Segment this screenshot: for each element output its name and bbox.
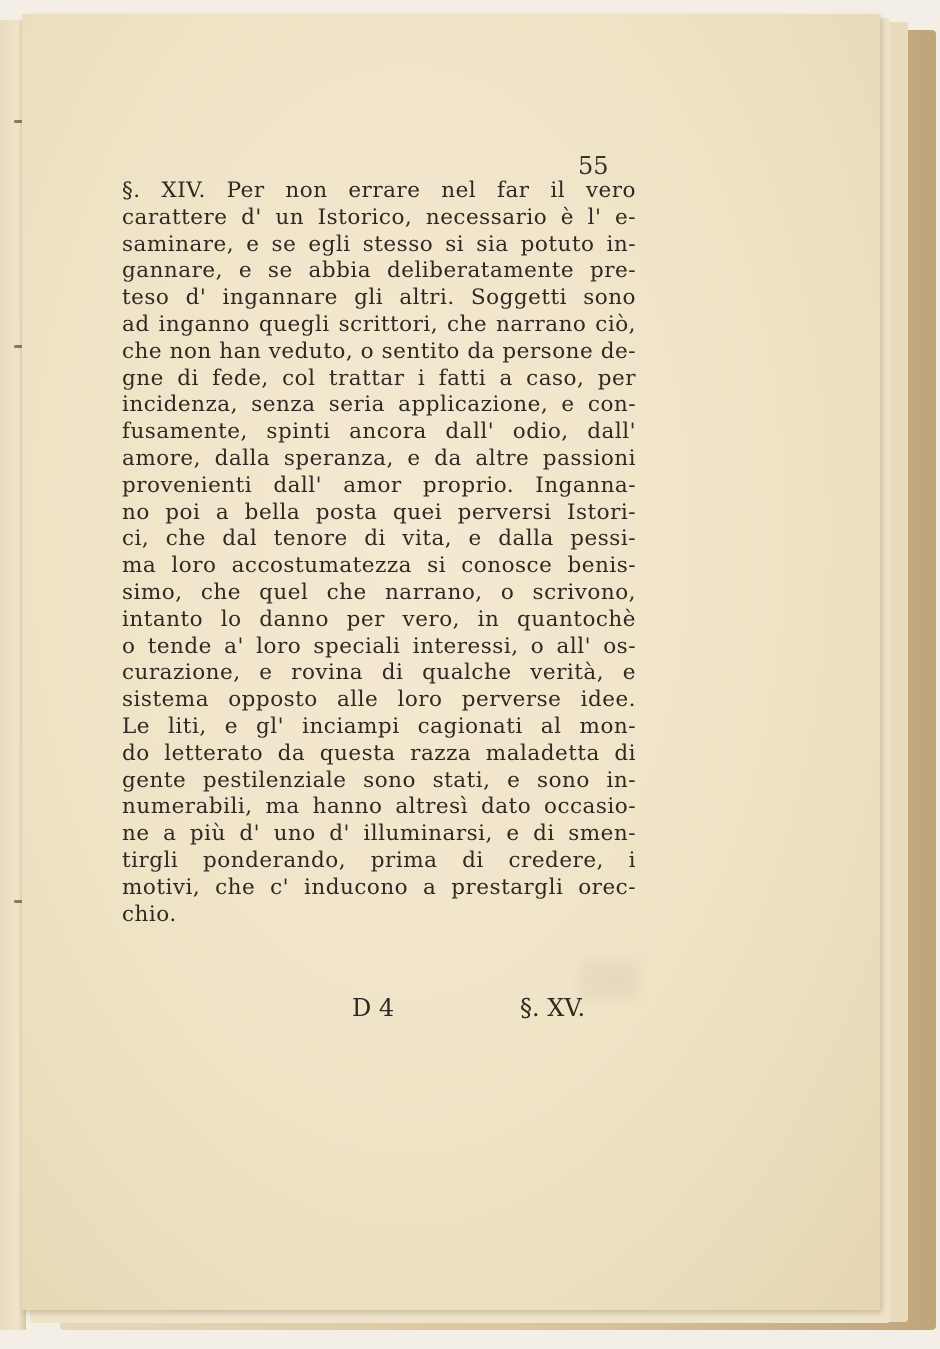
text-line: amore, dalla speranza, e da altre passioni (122, 445, 636, 471)
text-line: saminare, e se egli stesso si sia potuto in- (122, 231, 636, 257)
text-line: no poi a bella posta quei perversi Istori- (122, 499, 636, 525)
text-line: intanto lo danno per vero, in quantochè (122, 606, 636, 632)
body-text (122, 178, 636, 928)
text-line: Le liti, e gl' inciampi cagionati al mon- (122, 713, 636, 739)
catchword: §. XV. (520, 994, 586, 1022)
text-line: incidenza, senza seria applicazione, e con- (122, 392, 636, 418)
text-line: ad inganno quegli scrittori, che narrano ciò, (122, 311, 636, 337)
show-through (580, 960, 640, 1000)
signature-mark: D 4 (352, 994, 395, 1022)
text-line: numerabili, ma hanno altresì dato occasio- (122, 794, 636, 820)
text-line: o tende a' loro speciali interessi, o all' os- (122, 633, 636, 659)
text-line: che non han veduto, o sentito da persone de- (122, 338, 636, 364)
text-line: motivi, che c' inducono a prestargli orec- (122, 874, 636, 900)
text-line: gannare, e se abbia deliberatamente pre- (122, 258, 636, 284)
text-line: ne a più d' uno d' illuminarsi, e di smen- (122, 821, 636, 847)
text-line: ma loro accostumatezza si conosce benis- (122, 553, 636, 579)
text-line: provenienti dall' amor proprio. Inganna- (122, 472, 636, 498)
text-line: simo, che quel che narrano, o scrivono, (122, 579, 636, 605)
text-line: carattere d' un Istorico, necessario è l' e- (122, 204, 636, 230)
text-line: tirgli ponderando, prima di credere, i (122, 847, 636, 873)
text-line: sistema opposto alle loro perverse idee. (122, 687, 636, 713)
text-line: fusamente, spinti ancora dall' odio, dall' (122, 419, 636, 445)
text-line: do letterato da questa razza maladetta di (122, 740, 636, 766)
text-line: §. XIV. Per non errare nel far il vero (122, 178, 636, 203)
text-line: chio. (122, 901, 177, 927)
text-line: ci, che dal tenore di vita, e dalla pessi- (122, 526, 636, 552)
text-line: gente pestilenziale sono stati, e sono in- (122, 767, 636, 793)
text-line: curazione, e rovina di qualche verità, e (122, 660, 636, 686)
page-number: 55 (578, 152, 609, 180)
text-line: gne di fede, col trattar i fatti a caso, per (122, 365, 636, 391)
text-line: teso d' ingannare gli altri. Soggetti sono (122, 285, 636, 311)
